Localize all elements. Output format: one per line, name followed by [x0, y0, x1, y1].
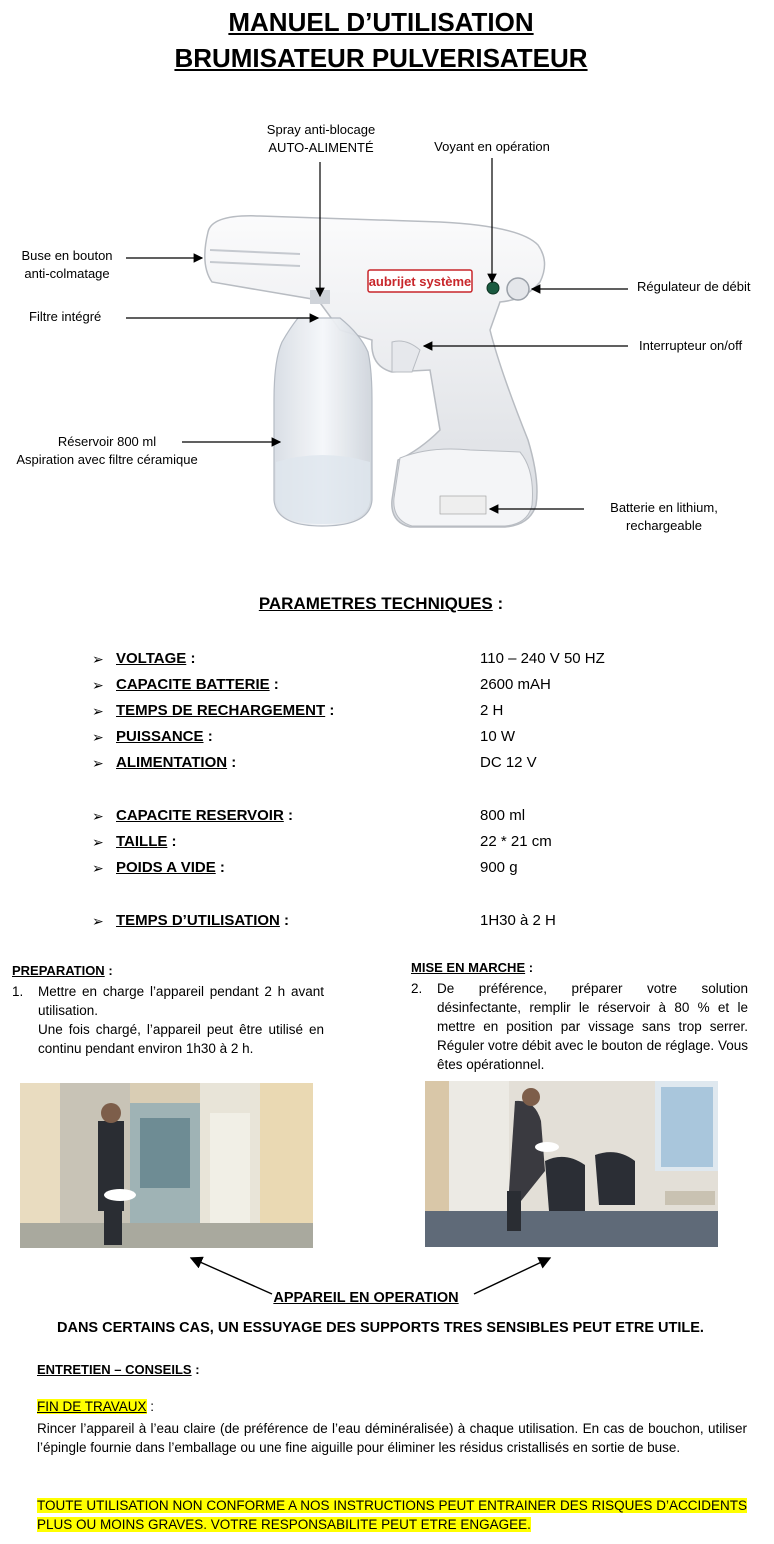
mise-en-marche-heading: MISE EN MARCHE : [411, 960, 534, 975]
mise-en-marche-number: 2. [411, 981, 423, 996]
entretien-heading: ENTRETIEN – CONSEILS : [37, 1362, 200, 1377]
arrow-bullet-icon: ➢ [92, 729, 104, 745]
preparation-heading: PREPARATION : [12, 963, 113, 978]
spec-row: ➢ ALIMENTATION : DC 12 V [92, 754, 537, 771]
preparation-text: Mettre en charge l’appareil pendant 2 h avant utilisation. Une fois chargé, l’appareil peut être utilisé en continu pendant environ 1h30 à 2 h. [38, 984, 324, 1056]
mise-en-marche-text: De préférence, préparer votre solution désinfectante, remplir le réservoir à 80 % et le mettre en position par vissage sans trop serrer. Réguler votre débit avec le bouton de réglage. Vous êtes opérationnel. [437, 981, 748, 1072]
reservoir-label: Réservoir 800 ml Aspiration avec filtre céramique [16, 434, 198, 467]
spec-row: ➢ POIDS A VIDE : 900 g [92, 859, 518, 876]
fin-de-travaux-text: Rincer l’appareil à l’eau claire (de préférence de l’eau déminéralisée) à chaque utilisation. En cas de bouchon, utiliser l’épingle fournie dans l’emballage ou une fine aiguille pour éliminer les résidus cristallisés en sortie de buse. [37, 1421, 747, 1455]
spec-row: ➢ TEMPS DE RECHARGEMENT : 2 H [92, 702, 504, 719]
batterie-label: Batterie en lithium, rechargeable [610, 500, 718, 533]
arrow-bullet-icon: ➢ [92, 860, 104, 876]
arrow-bullet-icon: ➢ [92, 913, 104, 929]
arrow-bullet-icon: ➢ [92, 651, 104, 667]
operation-photo-left [20, 1083, 313, 1248]
arrow-bullet-icon: ➢ [92, 703, 104, 719]
voyant-label: Voyant en opération [434, 139, 550, 154]
arrow-bullet-icon: ➢ [92, 677, 104, 693]
page-title-line2: BRUMISATEUR PULVERISATEUR [174, 43, 588, 73]
spec-row: ➢ TEMPS D’UTILISATION : 1H30 à 2 H [92, 912, 556, 929]
spec-row: ➢ VOLTAGE : 110 – 240 V 50 HZ [92, 650, 605, 667]
spec-row: ➢ CAPACITE RESERVOIR : 800 ml [92, 807, 526, 824]
spec-row: ➢ TAILLE : 22 * 21 cm [92, 833, 552, 850]
filtre-label: Filtre intégré [29, 309, 102, 324]
interrupteur-label: Interrupteur on/off [639, 338, 743, 353]
spec-row: ➢ PUISSANCE : 10 W [92, 728, 516, 745]
operation-caption: APPAREIL EN OPERATION [273, 1290, 459, 1306]
arrow-bullet-icon: ➢ [92, 755, 104, 771]
arrow-bullet-icon: ➢ [92, 834, 104, 850]
operation-photo-right [425, 1081, 718, 1247]
final-warning: TOUTE UTILISATION NON CONFORME A NOS INSTRUCTIONS PEUT ENTRAINER DES RISQUES D’ACCIDENTS PLUS OU MOINS GRAVES. VOTRE RESPONSABILITE PEUT ETRE ENGAGEE. [37, 1498, 747, 1532]
arrow-bullet-icon: ➢ [92, 808, 104, 824]
regulateur-label: Régulateur de débit [637, 279, 751, 294]
spec-row: ➢ CAPACITE BATTERIE : 2600 mAH [92, 676, 551, 693]
buse-label: Buse en bouton anti-colmatage [21, 248, 113, 281]
spray-label: Spray anti-blocage AUTO-ALIMENTÉ [266, 122, 376, 155]
preparation-number: 1. [12, 984, 24, 999]
page-title-line1: MANUEL D’UTILISATION [228, 7, 534, 37]
sprayer-device [205, 216, 545, 527]
sensitive-supports-warning: DANS CERTAINS CAS, UN ESSUYAGE DES SUPPORTS TRES SENSIBLES PEUT ETRE UTILE. [57, 1320, 704, 1336]
specs-heading: PARAMETRES TECHNIQUES : [258, 594, 504, 613]
brand-label: aubrijet système [368, 274, 472, 289]
fin-de-travaux-heading: FIN DE TRAVAUX : [37, 1399, 155, 1414]
